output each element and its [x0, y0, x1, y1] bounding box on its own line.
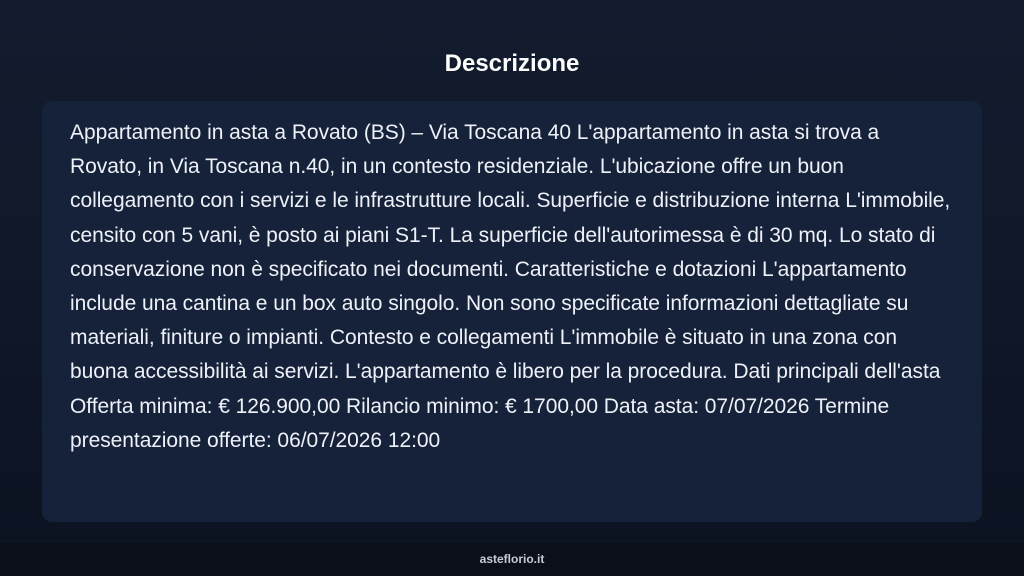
description-text: Appartamento in asta a Rovato (BS) – Via Toscana 40 L'appartamento in asta si trova a Rovato, in Via Toscana n.40, in un contesto residenziale. L'ubicazione offre un buon collegamento con i servizi e le infrastrutture locali. Superficie e distribuzione interna L'immobile, censito con 5 vani, è posto ai piani S1-T. La superficie dell'autorimessa è di 30 mq. Lo stato di conservazione non è specificato nei documenti. Caratteristiche e dotazioni L'appartamento include una cantina e un box auto singolo. Non sono specificate informazioni dettagliate su materiali, finiture o impianti. Contesto e collegamenti L'immobile è situato in una zona con buona accessibilità ai servizi. L'appartamento è libero per la procedura. Dati principali dell'asta Offerta minima: € 126.900,00 Rilancio minimo: € 1700,00 Data asta: 07/07/2026 Termine presentazione offerte: 06/07/2026 12:00: [70, 121, 951, 452]
footer-bar: [0, 543, 1024, 576]
description-card: [42, 101, 982, 522]
footer-site-name: asteflorio.it: [479, 552, 545, 566]
page-title: Descrizione: [444, 50, 580, 77]
